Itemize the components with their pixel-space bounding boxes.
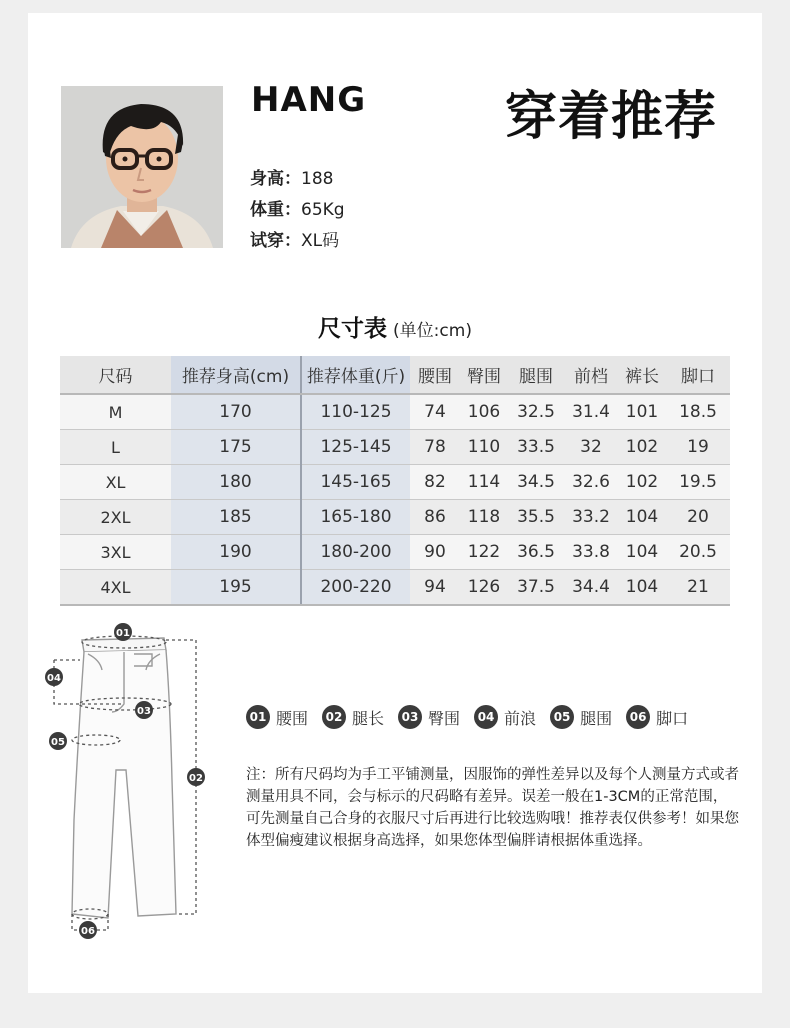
weight-value: 65Kg [301,200,345,220]
table-cell: 145-165 [301,465,410,500]
table-cell: XL [60,465,171,500]
legend-label: 腿围 [580,708,613,728]
legend-number: 02 [322,705,346,729]
table-cell: 32.5 [508,394,564,430]
table-cell: 74 [410,394,460,430]
legend-number: 06 [626,705,650,729]
legend-label: 腿长 [352,708,385,728]
tryon-stat [250,226,339,251]
table-row [60,535,730,570]
table-cell: 4XL [60,570,171,606]
legend-item [550,705,612,729]
table-cell: 102 [618,465,666,500]
table-cell: 180 [171,465,301,500]
table-cell: 94 [410,570,460,606]
legend-label: 腰围 [276,708,309,728]
table-cell: 114 [460,465,508,500]
legend-item [474,705,536,729]
svg-text:06: 06 [81,926,95,937]
size-chart-heading [0,310,790,343]
table-cell: 104 [618,535,666,570]
table-cell: 34.5 [508,465,564,500]
table-row [60,570,730,606]
table-cell: 110 [460,430,508,465]
table-cell: 35.5 [508,500,564,535]
legend-number: 03 [398,705,422,729]
col-header: 尺码 [60,356,171,394]
col-header: 推荐体重(斤) [301,356,410,394]
table-cell: M [60,394,171,430]
legend-label: 臀围 [428,708,461,728]
table-cell: 32 [564,430,618,465]
table-cell: 19.5 [666,465,730,500]
measurement-legend [246,705,702,729]
table-cell: 180-200 [301,535,410,570]
svg-text:04: 04 [47,673,61,684]
marker-01 [114,623,132,641]
table-cell: 122 [460,535,508,570]
legend-number: 04 [474,705,498,729]
table-cell: 18.5 [666,394,730,430]
legend-item [398,705,460,729]
marker-05 [49,732,67,750]
height-value: 188 [301,169,334,189]
table-cell: 32.6 [564,465,618,500]
weight-label: 体重： [250,200,301,220]
measurement-note: 注：所有尺码均为手工平铺测量，因服饰的弹性差异以及每个人测量方式或者测量用具不同，会与标示的尺码略有差异。误差一般在1-3CM的正常范围，可先测量自己合身的衣服尺寸后再进行比较选购哦！推荐表仅供参考！如果您体型偏瘦建议根据身高选择，如果您体型偏胖请根据体重选择。 [246,767,739,849]
marker-04 [45,668,63,686]
table-cell: 104 [618,570,666,606]
table-cell: 3XL [60,535,171,570]
size-chart-unit: (单位:cm) [393,321,472,341]
table-cell: 104 [618,500,666,535]
table-cell: 37.5 [508,570,564,606]
tryon-label: 试穿： [250,231,301,251]
table-cell: 125-145 [301,430,410,465]
col-header: 脚口 [666,356,730,394]
table-cell: 185 [171,500,301,535]
table-cell: 118 [460,500,508,535]
table-cell: 175 [171,430,301,465]
table-cell: 36.5 [508,535,564,570]
size-table [60,356,730,606]
legend-number: 05 [550,705,574,729]
model-name: HANG [251,80,367,120]
legend-item [246,705,308,729]
legend-item [322,705,384,729]
table-cell: 19 [666,430,730,465]
page-title: 穿着推荐 [505,87,718,147]
legend-number: 01 [246,705,270,729]
table-cell: 102 [618,430,666,465]
col-header: 前档 [564,356,618,394]
table-row [60,430,730,465]
size-chart-title: 尺寸表 [318,316,388,342]
height-stat [250,164,333,189]
table-cell: 170 [171,394,301,430]
marker-03 [135,701,153,719]
table-cell: 33.5 [508,430,564,465]
col-header: 腿围 [508,356,564,394]
svg-text:05: 05 [51,737,65,748]
table-header-row [60,356,730,394]
legend-label: 前浪 [504,708,537,728]
table-cell: 2XL [60,500,171,535]
height-label: 身高： [250,169,301,189]
table-cell: 78 [410,430,460,465]
table-cell: 20 [666,500,730,535]
col-header: 腰围 [410,356,460,394]
table-cell: 195 [171,570,301,606]
table-cell: 33.2 [564,500,618,535]
svg-text:02: 02 [189,773,203,784]
table-cell: L [60,430,171,465]
svg-text:03: 03 [137,706,151,717]
marker-06 [79,921,97,939]
table-cell: 165-180 [301,500,410,535]
table-cell: 34.4 [564,570,618,606]
table-cell: 190 [171,535,301,570]
table-cell: 200-220 [301,570,410,606]
svg-text:01: 01 [116,628,130,639]
weight-stat [250,195,345,220]
marker-02 [187,768,205,786]
table-cell: 33.8 [564,535,618,570]
pants-measurement-diagram [40,620,220,944]
table-cell: 21 [666,570,730,606]
table-cell: 82 [410,465,460,500]
table-row [60,500,730,535]
legend-label: 脚口 [656,708,689,728]
table-row [60,394,730,430]
table-cell: 90 [410,535,460,570]
table-cell: 126 [460,570,508,606]
table-cell: 101 [618,394,666,430]
table-cell: 20.5 [666,535,730,570]
table-cell: 110-125 [301,394,410,430]
legend-item [626,705,688,729]
tryon-value: XL码 [301,231,340,251]
col-header: 臀围 [460,356,508,394]
table-cell: 86 [410,500,460,535]
col-header: 裤长 [618,356,666,394]
col-header: 推荐身高(cm) [171,356,301,394]
table-cell: 106 [460,394,508,430]
model-photo [61,86,223,248]
table-cell: 31.4 [564,394,618,430]
table-row [60,465,730,500]
